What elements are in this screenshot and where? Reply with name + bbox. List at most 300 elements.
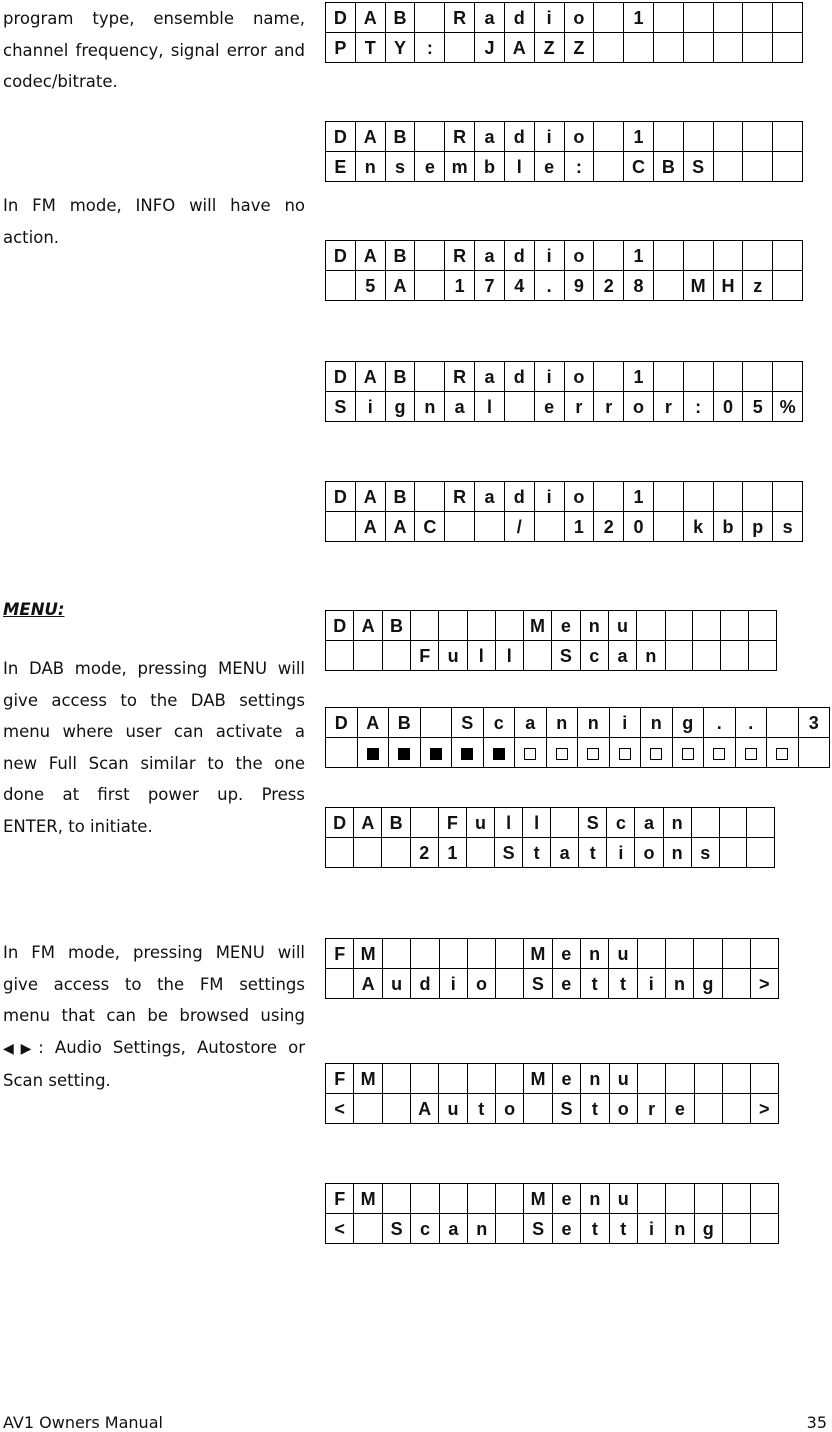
lcd-cell: [683, 122, 713, 152]
lcd-cell: u: [439, 641, 467, 671]
lcd-cell: [594, 482, 624, 512]
lcd-cell: [637, 939, 665, 969]
lcd-cell: [624, 33, 654, 63]
lcd-cell: [653, 271, 683, 301]
lcd-cell: a: [475, 241, 505, 271]
lcd-cell: [743, 122, 773, 152]
lcd-cell: 0: [624, 512, 654, 542]
lcd-cell: s: [773, 512, 803, 542]
lcd-cell: n: [468, 1214, 496, 1244]
lcd-cell: i: [607, 838, 635, 868]
lcd-cell: e: [552, 939, 580, 969]
lcd-row: [326, 969, 779, 999]
lcd-cell: d: [411, 969, 439, 999]
lcd-cell: [411, 939, 439, 969]
lcd-cell: t: [609, 969, 637, 999]
lcd-cell: [773, 3, 803, 33]
lcd-cell: [594, 362, 624, 392]
lcd-cell: [496, 1184, 524, 1214]
lcd-cell: M: [683, 271, 713, 301]
lcd-cell: n: [666, 1214, 694, 1244]
lcd-row: [326, 512, 803, 542]
lcd-cell: [523, 641, 551, 671]
lcd-cell: [665, 641, 693, 671]
lcd-cell: [683, 482, 713, 512]
lcd-cell: Z: [534, 33, 564, 63]
lcd-cell: 2: [410, 838, 438, 868]
lcd-cell: [743, 482, 773, 512]
lcd-cell: [694, 1094, 722, 1124]
lcd-cell: A: [354, 969, 383, 999]
lcd-cell: n: [546, 708, 578, 738]
lcd-cell: [750, 1064, 778, 1094]
fm-menu-paragraph: [3, 937, 305, 1097]
lcd-cell: [382, 939, 410, 969]
lcd-cell: [382, 838, 410, 868]
lcd-row: [326, 708, 830, 738]
lcd-cell: M: [354, 1064, 383, 1094]
lcd-cell: [735, 738, 767, 768]
lcd-cell: p: [743, 512, 773, 542]
lcd-cell: [653, 241, 683, 271]
lcd-row: [326, 1094, 779, 1124]
lcd-cell: :: [683, 392, 713, 422]
lcd-cell: t: [579, 838, 607, 868]
lcd-cell: i: [534, 482, 564, 512]
lcd-cell: [798, 738, 830, 768]
lcd-cell: [415, 241, 445, 271]
lcd-cell: [713, 362, 743, 392]
lcd-cell: [354, 838, 382, 868]
lcd-cell: n: [581, 1184, 609, 1214]
lcd-row: [326, 738, 830, 768]
lcd-cell: [594, 152, 624, 182]
lcd-cell: [653, 3, 683, 33]
lcd-cell: S: [683, 152, 713, 182]
lcd-cell: [467, 939, 495, 969]
lcd-cell: [722, 1214, 750, 1244]
lcd-cell: u: [382, 969, 410, 999]
lcd-cell: 1: [624, 362, 654, 392]
dab-menu-paragraph: In DAB mode, pressing MENU will give access to the DAB settings menu where user can activate a new Full Scan similar to the one done at first power up. Press ENTER, to initiate.: [3, 659, 305, 836]
lcd-cell: Z: [564, 33, 594, 63]
lcd-cell: 1: [624, 482, 654, 512]
lcd-row: [326, 33, 803, 63]
lcd-cell: i: [609, 708, 641, 738]
lcd-row: [326, 482, 803, 512]
progress-empty-block-icon: [587, 748, 599, 760]
lcd-row: [326, 362, 803, 392]
lcd-cell: [467, 611, 495, 641]
lcd-cell: B: [653, 152, 683, 182]
lcd-cell: u: [608, 611, 636, 641]
lcd-cell: [496, 969, 524, 999]
lcd-cell: F: [438, 808, 466, 838]
lcd-cell: e: [415, 152, 445, 182]
progress-empty-block-icon: [745, 748, 757, 760]
lcd-cell: u: [466, 808, 494, 838]
lcd-cell: e: [534, 152, 564, 182]
lcd-cell: 8: [624, 271, 654, 301]
lcd-cell: l: [504, 152, 534, 182]
lcd-cell: [683, 3, 713, 33]
lcd-frequency: [325, 240, 803, 301]
lcd-cell: c: [411, 1214, 439, 1244]
lcd-cell: o: [624, 392, 654, 422]
lcd-cell: B: [385, 3, 415, 33]
lcd-cell: [743, 33, 773, 63]
lcd-cell: o: [564, 3, 594, 33]
lcd-cell: [749, 611, 777, 641]
lcd-cell: [326, 512, 356, 542]
lcd-cell: [722, 1064, 750, 1094]
lcd-cell: [411, 611, 439, 641]
lcd-cell: [439, 611, 467, 641]
progress-empty-block-icon: [650, 748, 662, 760]
lcd-cell: [666, 1184, 694, 1214]
lcd-cell: l: [495, 808, 523, 838]
lcd-cell: [683, 241, 713, 271]
lcd-cell: e: [552, 1184, 580, 1214]
lcd-cell: A: [385, 512, 415, 542]
lcd-cell: [719, 808, 747, 838]
lcd-cell: a: [475, 482, 505, 512]
lcd-cell: [750, 1214, 778, 1244]
lcd-cell: r: [653, 392, 683, 422]
progress-empty-block-icon: [776, 748, 788, 760]
lcd-cell: [445, 33, 475, 63]
lcd-cell: e: [552, 1064, 580, 1094]
lcd-cell: [767, 738, 799, 768]
lcd-cell: [713, 3, 743, 33]
lcd-cell: [468, 1184, 496, 1214]
progress-filled-block-icon: [461, 748, 473, 760]
lcd-cell: n: [355, 152, 385, 182]
lcd-cell: M: [524, 1184, 553, 1214]
lcd-cell: [694, 939, 722, 969]
lcd-cell: E: [326, 152, 356, 182]
lcd-cell: A: [410, 1094, 438, 1124]
lcd-cell: B: [382, 808, 410, 838]
lcd-cell: [722, 1094, 750, 1124]
lcd-cell: o: [635, 838, 663, 868]
lcd-cell: [722, 969, 750, 999]
lcd-cell: [747, 838, 775, 868]
lcd-cell: [704, 738, 736, 768]
lcd-cell: [354, 1214, 383, 1244]
lcd-cell: :: [564, 152, 594, 182]
lcd-cell: [747, 808, 775, 838]
lcd-row: [326, 611, 777, 641]
lcd-cell: [534, 512, 564, 542]
lcd-cell: e: [552, 1214, 580, 1244]
lcd-cell: d: [504, 3, 534, 33]
lcd-cell: [773, 122, 803, 152]
lcd-cell: [382, 1184, 410, 1214]
lcd-cell: [672, 738, 704, 768]
progress-empty-block-icon: [619, 748, 631, 760]
lcd-cell: [466, 838, 494, 868]
lcd-cell: [496, 939, 524, 969]
progress-empty-block-icon: [682, 748, 694, 760]
lcd-cell: M: [524, 1064, 553, 1094]
lcd-fm-audio-setting: [325, 938, 779, 999]
lcd-cell: [357, 738, 389, 768]
fm-menu-paragraph-suffix: : Audio Settings, Autostore or Scan setting.: [3, 1037, 305, 1090]
lcd-cell: [326, 271, 356, 301]
lcd-row: [326, 122, 803, 152]
lcd-cell: D: [326, 808, 354, 838]
lcd-cell: c: [483, 708, 515, 738]
lcd-cell: [496, 1214, 524, 1244]
lcd-cell: o: [467, 969, 495, 999]
lcd-cell: n: [578, 708, 610, 738]
lcd-cell: [326, 738, 358, 768]
lcd-cell: [719, 838, 747, 868]
lcd-cell: [693, 641, 721, 671]
progress-filled-block-icon: [430, 748, 442, 760]
lcd-cell: [594, 122, 624, 152]
lcd-cell: S: [524, 969, 553, 999]
lcd-cell: 4: [504, 271, 534, 301]
lcd-cell: [637, 1184, 665, 1214]
lcd-row: [326, 3, 803, 33]
lcd-cell: d: [504, 122, 534, 152]
lcd-cell: .: [534, 271, 564, 301]
lcd-cell: o: [564, 482, 594, 512]
lcd-cell: 1: [445, 271, 475, 301]
lcd-cell: d: [504, 241, 534, 271]
lcd-cell: [743, 241, 773, 271]
lcd-cell: [773, 33, 803, 63]
lcd-cell: [524, 1094, 553, 1124]
lcd-cell: S: [552, 641, 580, 671]
lcd-cell: [683, 362, 713, 392]
lcd-cell: A: [355, 241, 385, 271]
lcd-cell: [382, 1064, 410, 1094]
lcd-cell: i: [534, 3, 564, 33]
lcd-cell: Y: [385, 33, 415, 63]
lcd-cell: F: [326, 1064, 354, 1094]
lcd-dab-scanning: [325, 707, 830, 768]
lcd-cell: t: [580, 969, 608, 999]
lcd-cell: g: [694, 969, 722, 999]
lcd-cell: [326, 838, 354, 868]
lcd-cell: [420, 708, 452, 738]
lcd-cell: [683, 33, 713, 63]
lcd-cell: A: [385, 271, 415, 301]
lcd-cell: t: [467, 1094, 495, 1124]
lcd-ensemble: [325, 121, 803, 182]
lcd-cell: F: [326, 1184, 354, 1214]
lcd-cell: [750, 939, 778, 969]
lcd-row: [326, 1064, 779, 1094]
lcd-cell: S: [382, 1214, 410, 1244]
lcd-cell: %: [773, 392, 803, 422]
lcd-pty: [325, 2, 803, 63]
lcd-cell: [722, 1184, 750, 1214]
lcd-cell: [637, 611, 665, 641]
footer-title: AV1 Owners Manual: [3, 1413, 163, 1432]
lcd-cell: e: [534, 392, 564, 422]
lcd-cell: [743, 152, 773, 182]
lcd-cell: n: [581, 1064, 609, 1094]
lcd-cell: u: [439, 1094, 467, 1124]
lcd-cell: [382, 641, 410, 671]
lcd-cell: a: [475, 362, 505, 392]
lcd-cell: i: [534, 241, 564, 271]
lcd-row: [326, 808, 775, 838]
lcd-cell: u: [609, 1064, 637, 1094]
lcd-cell: [749, 641, 777, 671]
lcd-cell: k: [683, 512, 713, 542]
progress-empty-block-icon: [713, 748, 725, 760]
fm-info-paragraph: In FM mode, INFO will have no action.: [3, 196, 305, 247]
lcd-cell: [694, 1064, 722, 1094]
lcd-cell: [354, 641, 382, 671]
lcd-codec-bitrate: [325, 481, 803, 542]
page-number: 35: [806, 1413, 827, 1432]
lcd-cell: D: [326, 241, 356, 271]
lcd-cell: S: [452, 708, 484, 738]
lcd-cell: n: [665, 969, 693, 999]
lcd-cell: [515, 738, 547, 768]
lcd-cell: [546, 738, 578, 768]
lcd-cell: [773, 241, 803, 271]
lcd-cell: .: [735, 708, 767, 738]
lcd-cell: [389, 738, 421, 768]
lcd-cell: u: [609, 1184, 637, 1214]
lcd-cell: M: [523, 611, 551, 641]
lcd-cell: t: [581, 1094, 609, 1124]
lcd-cell: B: [385, 241, 415, 271]
lcd-cell: [415, 362, 445, 392]
lcd-cell: a: [515, 708, 547, 738]
lcd-cell: [713, 152, 743, 182]
lcd-cell: [694, 1184, 722, 1214]
lcd-cell: [773, 152, 803, 182]
lcd-cell: i: [439, 969, 467, 999]
lcd-cell: 2: [594, 512, 624, 542]
lcd-cell: d: [504, 482, 534, 512]
lcd-cell: n: [641, 708, 673, 738]
lcd-cell: e: [552, 969, 580, 999]
lcd-cell: o: [564, 241, 594, 271]
lcd-cell: [495, 611, 523, 641]
lcd-cell: M: [354, 939, 383, 969]
lcd-cell: S: [524, 1214, 553, 1244]
lcd-cell: [743, 362, 773, 392]
progress-filled-block-icon: [493, 748, 505, 760]
lcd-cell: [653, 362, 683, 392]
lcd-cell: n: [580, 939, 608, 969]
lcd-row: [326, 1214, 779, 1244]
lcd-cell: a: [551, 838, 579, 868]
lcd-cell: 1: [564, 512, 594, 542]
lcd-cell: B: [385, 362, 415, 392]
lcd-cell: [483, 738, 515, 768]
lcd-cell: b: [713, 512, 743, 542]
lcd-cell: 1: [624, 122, 654, 152]
fm-menu-paragraph-prefix: In FM mode, pressing MENU will give access to the FM settings menu that can be browsed using: [3, 943, 305, 1025]
lcd-cell: D: [326, 482, 356, 512]
lcd-cell: C: [624, 152, 654, 182]
lcd-cell: [578, 738, 610, 768]
lcd-cell: D: [326, 122, 356, 152]
lcd-full-scan-result: [325, 807, 775, 868]
lcd-cell: b: [475, 152, 505, 182]
lcd-cell: [750, 1184, 778, 1214]
lcd-cell: C: [415, 512, 445, 542]
lcd-fm-scan-setting: [325, 1183, 779, 1244]
lcd-cell: o: [564, 122, 594, 152]
lcd-cell: [439, 1184, 467, 1214]
lcd-cell: A: [354, 611, 382, 641]
lcd-cell: [475, 512, 505, 542]
lcd-cell: l: [495, 641, 523, 671]
lcd-cell: [641, 738, 673, 768]
lcd-cell: g: [385, 392, 415, 422]
lcd-cell: 1: [624, 241, 654, 271]
lcd-cell: A: [355, 3, 385, 33]
lcd-cell: A: [504, 33, 534, 63]
lcd-cell: [713, 482, 743, 512]
lcd-cell: H: [713, 271, 743, 301]
lcd-cell: [713, 122, 743, 152]
lcd-cell: t: [609, 1214, 637, 1244]
lcd-row: [326, 392, 803, 422]
lcd-cell: T: [355, 33, 385, 63]
lcd-cell: [445, 512, 475, 542]
lcd-cell: [666, 1064, 694, 1094]
lcd-cell: t: [523, 838, 551, 868]
lcd-cell: [609, 738, 641, 768]
lcd-cell: [691, 808, 719, 838]
lcd-cell: [504, 392, 534, 422]
lcd-cell: [594, 33, 624, 63]
lcd-cell: [594, 3, 624, 33]
lcd-row: [326, 271, 803, 301]
lcd-cell: S: [579, 808, 607, 838]
lcd-cell: [354, 1094, 383, 1124]
lcd-cell: >: [750, 1094, 778, 1124]
lcd-signal-error: [325, 361, 803, 422]
lcd-cell: l: [523, 808, 551, 838]
lcd-cell: R: [445, 3, 475, 33]
lcd-cell: D: [326, 611, 354, 641]
lcd-cell: a: [439, 1214, 467, 1244]
lcd-cell: r: [564, 392, 594, 422]
lcd-cell: n: [637, 641, 665, 671]
lcd-cell: e: [666, 1094, 694, 1124]
lcd-cell: i: [534, 122, 564, 152]
lcd-cell: B: [389, 708, 421, 738]
lcd-dab-menu: [325, 610, 777, 671]
lcd-cell: n: [415, 392, 445, 422]
lcd-cell: [467, 1064, 495, 1094]
lcd-cell: [693, 611, 721, 641]
lcd-cell: [653, 33, 683, 63]
lcd-cell: a: [475, 3, 505, 33]
lcd-cell: [721, 611, 749, 641]
lcd-cell: A: [357, 708, 389, 738]
progress-empty-block-icon: [556, 748, 568, 760]
lcd-cell: 9: [564, 271, 594, 301]
lcd-cell: o: [564, 362, 594, 392]
lcd-cell: R: [445, 362, 475, 392]
lcd-row: [326, 939, 779, 969]
lcd-cell: P: [326, 33, 356, 63]
